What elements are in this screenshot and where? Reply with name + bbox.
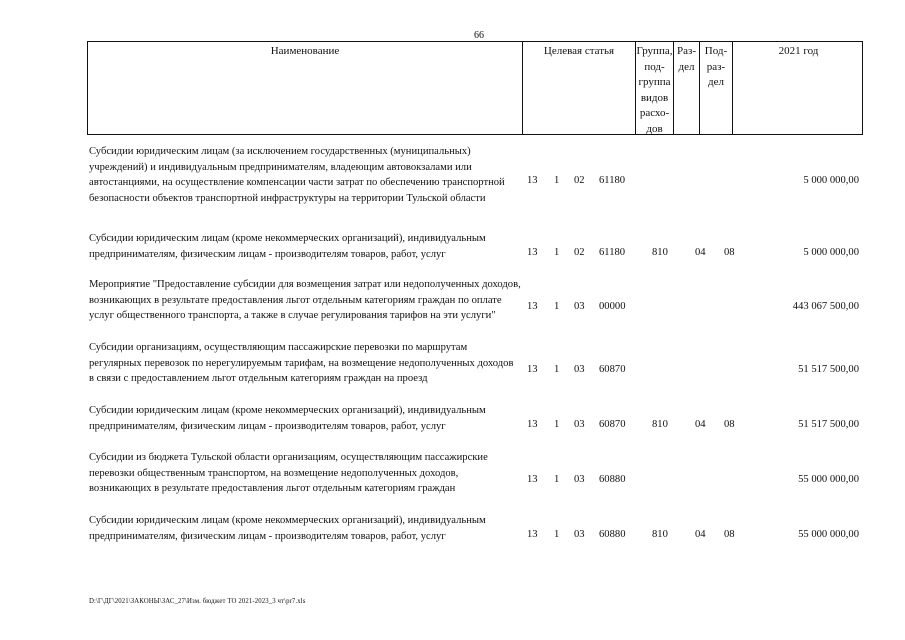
row-code-2: 1 xyxy=(554,175,560,186)
row-code-4: 60870 xyxy=(599,364,626,375)
row-code-2: 1 xyxy=(554,301,560,312)
row-name: Субсидии организациям, осуществляющим пассажирские перевозки по маршрутам регулярных перевозок по нерегулируемым тарифам, на возмещение недополученных доходов в связи с предоставлением льгот отдельным категориям граждан на проезд xyxy=(89,342,514,385)
row-section: 04 xyxy=(695,419,706,430)
header-target-article: Целевая статья xyxy=(523,42,636,134)
row-code-4: 00000 xyxy=(599,301,626,312)
row-code-2: 1 xyxy=(554,364,560,375)
row-code-3: 02 xyxy=(574,247,585,258)
row-code-3: 03 xyxy=(574,419,585,430)
header-name: Наименование xyxy=(88,42,523,134)
row-name: Субсидии юридическим лицам (кроме некоммерческих организаций), индивидуальным предпринимателям, физическим лицам - производителям товаров, работ, услуг xyxy=(89,405,486,432)
row-name: Субсидии из бюджета Тульской области организациям, осуществляющим пассажирские перевозки общественным транспортом, на возмещение недополученных доходов, возникающих в результате предоставления льгот отдельным категориям граждан xyxy=(89,452,488,495)
header-year: 2021 год xyxy=(778,45,819,57)
header-section: Раз- дел xyxy=(674,42,700,134)
row-expense-type: 810 xyxy=(652,419,668,430)
row-code-1: 13 xyxy=(527,364,538,375)
row-code-3: 03 xyxy=(574,364,585,375)
row-code-1: 13 xyxy=(527,529,538,540)
row-code-2: 1 xyxy=(554,419,560,430)
row-code-3: 03 xyxy=(574,474,585,485)
row-expense-type: 810 xyxy=(652,529,668,540)
header-subsection: Под- раз- дел xyxy=(700,42,733,134)
row-name: Мероприятие "Предоставление субсидии для возмещения затрат или недополученных доходов, возникающих в результате предоставления льгот отдельным категориям граждан по оплате услуг общественного транспорта, а также в случае регулирования тарифов на эти услуги" xyxy=(89,279,521,322)
row-section: 04 xyxy=(695,247,706,258)
table-header xyxy=(87,41,863,135)
row-code-1: 13 xyxy=(527,175,538,186)
row-code-1: 13 xyxy=(527,247,538,258)
header-expense-group: Группа, под- группа видов расхо- дов xyxy=(636,42,674,134)
row-code-3: 03 xyxy=(574,301,585,312)
row-expense-type: 810 xyxy=(652,247,668,258)
page-number: 66 xyxy=(474,30,484,41)
row-name: Субсидии юридическим лицам (за исключением государственных (муниципальных) учреждений) и индивидуальным предпринимателям, владеющим автовокзалами или автостанциями, на осуществление компенсации части затрат по обеспечению транспортной безопасности объектов транспортной инфраструктуры на территории Тульской области xyxy=(89,146,505,204)
row-name: Субсидии юридическим лицам (кроме некоммерческих организаций), индивидуальным предпринимателям, физическим лицам - производителям товаров, работ, услуг xyxy=(89,233,486,260)
row-name: Субсидии юридическим лицам (кроме некоммерческих организаций), индивидуальным предпринимателям, физическим лицам - производителям товаров, работ, услуг xyxy=(89,515,486,542)
row-subsection: 08 xyxy=(724,247,735,258)
row-subsection: 08 xyxy=(724,419,735,430)
row-subsection: 08 xyxy=(724,529,735,540)
row-code-1: 13 xyxy=(527,419,538,430)
row-code-2: 1 xyxy=(554,529,560,540)
row-code-4: 60880 xyxy=(599,529,626,540)
row-amount: 5 000 000,00 xyxy=(803,247,859,258)
row-code-1: 13 xyxy=(527,474,538,485)
row-code-2: 1 xyxy=(554,474,560,485)
file-path-footer: D:\Г\ДГ\2021\ЗАКОНЫ\ЗАС_27\Изм. бюджет ТО 2021-2023_3 чт\pr7.xls xyxy=(89,598,306,605)
row-code-4: 61180 xyxy=(599,247,626,258)
row-code-3: 03 xyxy=(574,529,585,540)
row-code-2: 1 xyxy=(554,247,560,258)
row-code-4: 60870 xyxy=(599,419,626,430)
row-code-3: 02 xyxy=(574,175,585,186)
row-code-4: 61180 xyxy=(599,175,626,186)
row-amount: 5 000 000,00 xyxy=(803,175,859,186)
row-code-4: 60880 xyxy=(599,474,626,485)
row-amount: 51 517 500,00 xyxy=(798,419,859,430)
row-section: 04 xyxy=(695,529,706,540)
row-amount: 55 000 000,00 xyxy=(798,529,859,540)
row-code-1: 13 xyxy=(527,301,538,312)
row-amount: 443 067 500,00 xyxy=(792,301,859,312)
row-amount: 55 000 000,00 xyxy=(798,474,859,485)
row-amount: 51 517 500,00 xyxy=(798,364,859,375)
